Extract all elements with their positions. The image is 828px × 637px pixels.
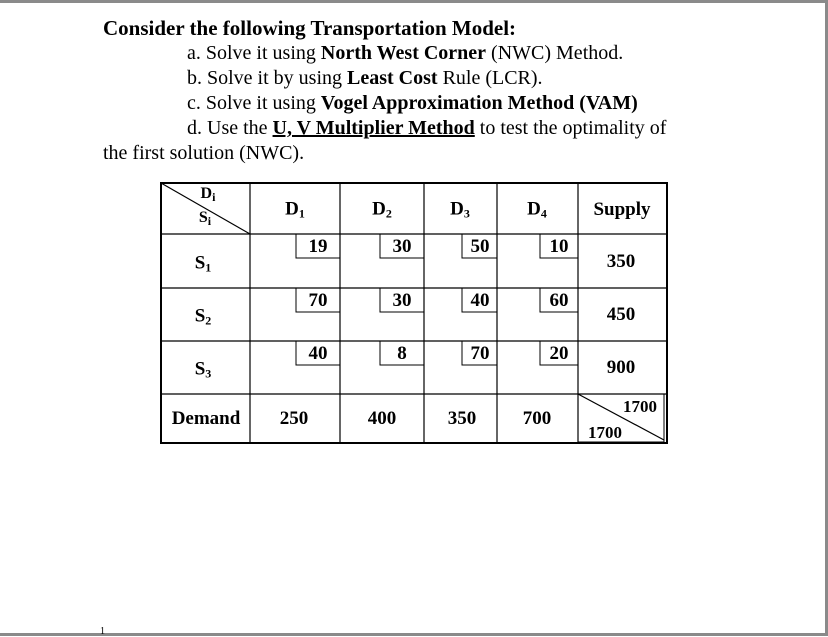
cost-s2-d2: 30	[392, 290, 412, 311]
supply-header: Supply	[593, 199, 651, 220]
cost-s3-d2: 8	[397, 343, 407, 364]
problem-heading: Consider the following Transportation Model:	[103, 16, 517, 40]
task-b-method: Least Cost	[347, 67, 438, 89]
page-number: 1	[100, 626, 105, 637]
cost-s1-d3: 50	[470, 236, 490, 257]
demand-d2: 400	[367, 408, 397, 429]
supply-s3: 900	[606, 357, 636, 378]
total-supply: 1700	[623, 397, 657, 416]
row-label-s2: $S_2$	[194, 305, 212, 328]
task-d-method: U, V Multiplier Method	[272, 117, 475, 139]
column-header-d2: $D_2$	[372, 198, 392, 221]
cost-s1-d2: 30	[392, 236, 412, 257]
cost-s1-d1: 19	[308, 236, 328, 257]
task-c	[187, 92, 638, 115]
viewer-top-border	[0, 0, 828, 3]
cost-s1-d4: 10	[549, 236, 569, 257]
demand-d3: 350	[447, 408, 477, 429]
row-label-s3: $S_3$	[194, 358, 212, 381]
task-b	[187, 67, 543, 90]
task-d-continuation: the first solution (NWC).	[103, 142, 305, 164]
cost-s3-d4: 20	[549, 343, 569, 364]
supply-s1: 350	[606, 251, 636, 272]
cost-s2-d4: 60	[549, 290, 569, 311]
total-demand: 1700	[588, 423, 622, 442]
corner-source-label: $S_i$	[198, 209, 212, 228]
task-b-suffix: Rule (LCR).	[437, 67, 543, 89]
corner-destination-label: $D_i$	[200, 185, 216, 204]
task-a-prefix: a. Solve it using	[187, 42, 321, 64]
task-a	[187, 42, 623, 65]
task-b-prefix: b. Solve it by using	[187, 67, 348, 89]
column-header-d4: $D_4$	[527, 198, 547, 221]
column-header-d1: $D_1$	[285, 198, 305, 221]
demand-d1: 250	[279, 408, 309, 429]
task-c-prefix: c. Solve it using	[187, 92, 321, 114]
transportation-table	[160, 182, 668, 444]
cost-s2-d3: 40	[470, 290, 490, 311]
cost-s3-d3: 70	[470, 343, 490, 364]
demand-label: Demand	[171, 408, 241, 429]
table-grid	[160, 182, 668, 444]
task-c-method: Vogel Approximation Method (VAM)	[320, 92, 638, 114]
task-d	[187, 117, 666, 140]
task-d-suffix: to test the optimality of	[474, 117, 667, 139]
cost-s2-d1: 70	[308, 290, 328, 311]
supply-s2: 450	[606, 304, 636, 325]
column-header-d3: $D_3$	[450, 198, 470, 221]
task-d-prefix: d. Use the	[187, 117, 273, 139]
task-a-suffix: (NWC) Method.	[486, 42, 624, 64]
row-label-s1: $S_1$	[194, 252, 212, 275]
task-a-method: North West Corner	[320, 42, 487, 64]
demand-d4: 700	[522, 408, 552, 429]
cost-s3-d1: 40	[308, 343, 328, 364]
